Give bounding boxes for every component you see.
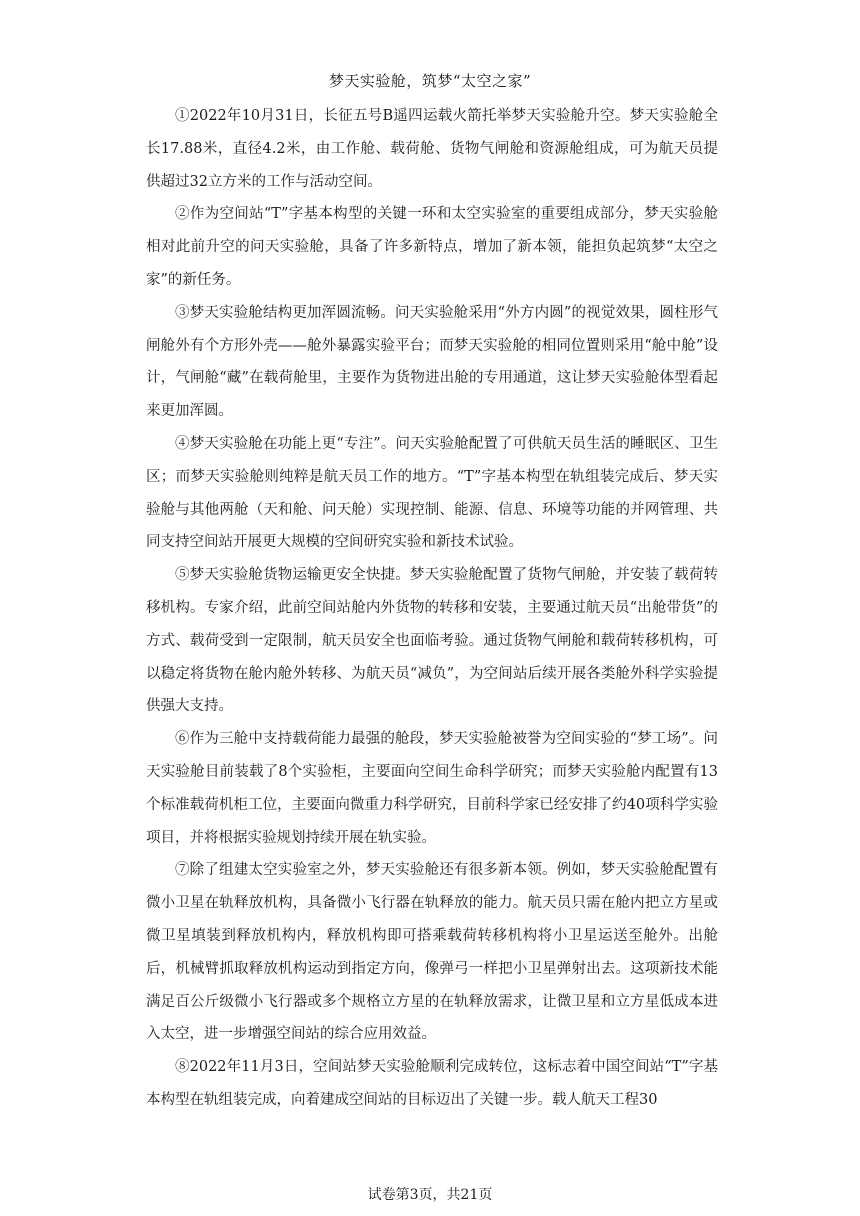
article-body bbox=[146, 100, 718, 1117]
paragraph-8: ⑧2022年11月3日，空间站梦天实验舱顺利完成转位，这标志着中国空间站“T”字基本构型在轨组装完成，向着建成空间站的目标迈出了关键一步。载人航天工程30 bbox=[146, 1059, 718, 1108]
paragraph-4: ④梦天实验舱在功能上更“专注”。问天实验舱配置了可供航天员生活的睡眠区、卫生区；而梦天实验舱则纯粹是航天员工作的地方。“T”字基本构型在轨组装完成后、梦天实验舱与其他两舱（天和舱、问天舱）实现控制、能源、信息、环境等功能的并网管理、共同支持空间站开展更大规模的空间研究实验和新技术试验。 bbox=[146, 435, 718, 551]
paragraph-2: ②作为空间站“T”字基本构型的关键一环和太空实验室的重要组成部分，梦天实验舱相对此前升空的问天实验舱，具备了许多新特点，增加了新本领，能担负起筑梦“太空之家”的新任务。 bbox=[146, 206, 718, 288]
article-title: 梦天实验舱，筑梦“太空之家” bbox=[328, 72, 532, 90]
paragraph-3: ③梦天实验舱结构更加浑圆流畅。问天实验舱采用“外方内圆”的视觉效果，圆柱形气闸舱外有个方形外壳——舱外暴露实验平台；而梦天实验舱的相同位置则采用“舱中舱”设计，气闸舱“藏”在载荷舱里，主要作为货物进出舱的专用通道，这让梦天实验舱体型看起来更加浑圆。 bbox=[146, 304, 718, 420]
paragraph-6: ⑥作为三舱中支持载荷能力最强的舱段，梦天实验舱被誉为空间实验的“梦工场”。问天实验舱目前装载了8个实验柜，主要面向空间生命科学研究；而梦天实验舱内配置有13个标准载荷机柜工位，主要面向微重力科学研究，目前科学家已经安排了约40项科学实验项目，并将根据实验规划持续开展在轨实验。 bbox=[146, 731, 718, 846]
paragraph-7: ⑦除了组建太空实验室之外，梦天实验舱还有很多新本领。例如，梦天实验舱配置有微小卫星在轨释放机构，具备微小飞行器在轨释放的能力。航天员只需在舱内把立方星或微卫星填装到释放机构内，释放机构即可搭乘载荷转移机构将小卫星运送至舱外。出舱后，机械臂抓取释放机构运动到指定方向，像弹弓一样把小卫星弹射出去。这项新技术能满足百公斤级微小飞行器或多个规格立方星的在轨释放需求，让微卫星和立方星低成本进入太空，进一步增强空间站的综合应用效益。 bbox=[146, 862, 718, 1043]
paragraph-1: ①2022年10月31日，长征五号B遥四运载火箭托举梦天实验舱升空。梦天实验舱全长17.88米，直径4.2米，由工作舱、载荷舱、货物气闸舱和资源舱组成，可为航天员提供超过32立方米的工作与活动空间。 bbox=[146, 108, 718, 190]
page-footer: 试卷第3页，共21页 bbox=[367, 1187, 493, 1203]
paragraph-5: ⑤梦天实验舱货物运输更安全快捷。梦天实验舱配置了货物气闸舱，并安装了载荷转移机构。专家介绍，此前空间站舱内外货物的转移和安装，主要通过航天员“出舱带货”的方式、载荷受到一定限制，航天员安全也面临考验。通过货物气闸舱和载荷转移机构，可以稳定将货物在舱内舱外转移、为航天员“减负”，为空间站后续开展各类舱外科学实验提供强大支持。 bbox=[146, 567, 718, 715]
